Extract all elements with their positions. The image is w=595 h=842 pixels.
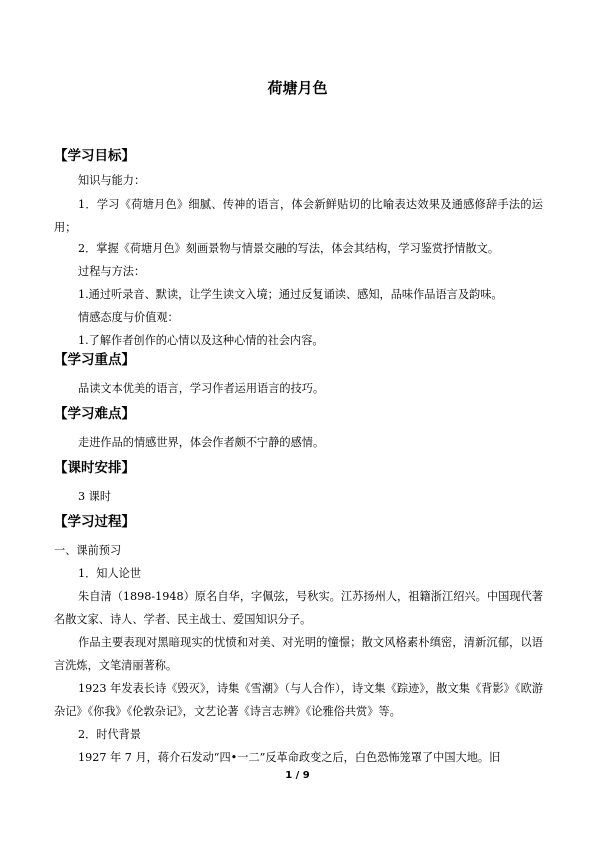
heading-schedule: 【课时安排】 [54, 460, 135, 476]
page-title: 荷塘月色 [267, 79, 328, 97]
page-number: 1 / 9 [285, 770, 310, 781]
heading-learning-goals: 【学习目标】 [54, 148, 135, 164]
heading-difficulties: 【学习难点】 [54, 406, 135, 422]
knowledge-item-1: 1．学习《荷塘月色》细腻、传神的语言，体会新鲜贴切的比喻表达效果及通感修辞手法的运用； [54, 198, 543, 234]
process-method-label: 过程与方法： [78, 265, 146, 278]
item-2-heading: 2．时代背景 [78, 728, 142, 741]
background-paragraph: 1927 年 7 月，蒋介石发动“四•一二”反革命政变之后，白色恐怖笼罩了中国大地。旧 [78, 751, 501, 764]
heading-learning-process: 【学习过程】 [54, 514, 135, 530]
part-1-heading: 一、课前预习 [54, 544, 122, 557]
key-points-text: 品读文本优美的语言，学习作者运用语言的技巧。 [78, 382, 325, 395]
item-1-heading: 1．知人论世 [78, 567, 142, 580]
emotion-item-1: 1.了解作者创作的心情以及这种心情的社会内容。 [78, 334, 324, 347]
knowledge-item-2: 2．掌握《荷塘月色》刻画景物与情景交融的写法，体会其结构，学习鉴赏抒情散文。 [78, 242, 500, 255]
process-method-item-1: 1.通过听录音、默读，让学生读文入境；通过反复诵读、感知，品味作品语言及韵味。 [78, 288, 503, 301]
difficulties-text: 走进作品的情感世界，体会作者颇不宁静的感情。 [78, 436, 325, 449]
schedule-text: 3 课时 [78, 490, 112, 503]
heading-key-points: 【学习重点】 [54, 352, 135, 368]
author-intro-paragraph: 朱自清（1898-1948）原名自华，字佩弦，号秋实。江苏扬州人，祖籍浙江绍兴。中国现代著名散文家、诗人、学者、民主战士、爱国知识分子。 [54, 590, 543, 626]
knowledge-label: 知识与能力： [78, 174, 146, 187]
works-list-paragraph: 1923 年发表长诗《毁灭》，诗集《雪潮》（与人合作），诗文集《踪迹》，散文集《背影》《欧游杂记》《你我》《伦敦杂记》，文艺论著《诗言志辨》《论雅俗共赏》等。 [54, 682, 543, 718]
works-style-paragraph: 作品主要表现对黑暗现实的忧愤和对美、对光明的憧憬；散文风格素朴缜密，清新沉郁，以语言洗炼，文笔清丽著称。 [54, 636, 543, 672]
emotion-label: 情感态度与价值观： [78, 311, 179, 324]
